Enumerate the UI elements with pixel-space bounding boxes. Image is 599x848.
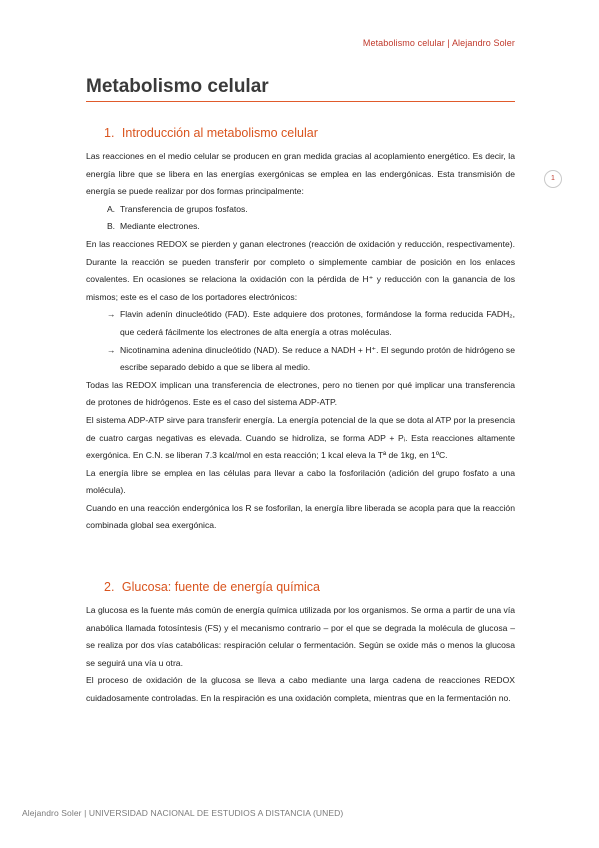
section-title: Introducción al metabolismo celular <box>121 126 318 140</box>
page-footer: Alejandro Soler | UNIVERSIDAD NACIONAL DE ESTUDIOS A DISTANCIA (UNED) <box>22 808 344 818</box>
list-item-text: Mediante electrones. <box>120 221 200 232</box>
section-introduccion <box>86 124 515 535</box>
section-title: Glucosa: fuente de energía química <box>121 580 320 594</box>
paragraph: Las reacciones en el medio celular se producen en gran medida gracias al acoplamiento energético. Es decir, la energía libre que se libera en las energías exergónicas se emplea en las endergónicas. Esta transmisión de energía se puede realizar por dos formas principalmente: <box>86 151 515 197</box>
list-item <box>86 201 515 219</box>
paragraph: El sistema ADP-ATP sirve para transferir energía. La energía potencial de la que se dota al ATP por la presencia de cuatro cargas negativas es elevada. Cuando se hidroliza, se forma ADP + Pᵢ. Esta reacciones altamente exergónica. En C.N. se liberan 7.3 kcal/mol en esta reacción; 1 kcal eleva la Tª de 1kg, en 1ºC. <box>86 414 515 461</box>
section-heading <box>86 578 515 596</box>
paragraph: Cuando en una reacción endergónica los R se fosforilan, la energía libre liberada se acopla para que la reacción combinada global sea exergónica. <box>86 502 515 531</box>
list-item <box>86 218 515 236</box>
paragraph: Todas las REDOX implican una transferencia de electrones, pero no tienen por qué implicar una transferencia de protones de hidrógenos. Este es el caso del sistema ADP-ATP. <box>86 379 515 408</box>
paragraph: En las reacciones REDOX se pierden y ganan electrones (reacción de oxidación y reducción, respectivamente). Durante la reacción se pueden transferir por completo o simplemente cambiar de posición en los enlaces covalentes. En ocasiones se relaciona la oxidación con la pérdida de H⁺ y reducción con la ganancia de los mismos; este es el caso de los portadores electrónicos: <box>86 238 515 302</box>
title-divider <box>86 101 515 102</box>
paragraph: La energía libre se emplea en las células para llevar a cabo la fosforilación (adición del grupo fosfato a una molécula). <box>86 467 515 496</box>
paragraph: El proceso de oxidación de la glucosa se lleva a cabo mediante una larga cadena de reacciones REDOX cuidadosamente controladas. En la respiración es una oxidación completa, mientras que en la fermentación no. <box>86 675 515 703</box>
section-number: 2. <box>104 580 115 594</box>
list-item-text: Flavin adenín dinucleótido (FAD). Este adquiere dos protones, formándose la forma reducida FADH₂, que cederá fácilmente los electrones de alta energía a otras moléculas. <box>120 309 515 337</box>
section-number: 1. <box>104 126 115 140</box>
page-number-badge: 1 <box>544 170 562 188</box>
paragraph: La glucosa es la fuente más común de energía química utilizada por los organismos. Se orma a partir de una vía anabólica llamada fotosíntesis (FS) y el mecanismo contrario – por el que se degrada la molécula de glucosa – se realiza por dos vías catabólicas: respiración celular o fermentación. Según se oxide más o menos la glucosa se seguirá una vía u otra. <box>86 605 515 668</box>
list-item-text: Transferencia de grupos fosfatos. <box>120 203 248 214</box>
list-marker: A. <box>106 203 116 214</box>
list-marker: B. <box>106 221 116 232</box>
arrow-icon: → <box>106 344 116 355</box>
arrow-icon: → <box>106 309 116 320</box>
section-glucosa <box>86 578 515 708</box>
page-title: Metabolismo celular <box>86 76 269 97</box>
list-item <box>86 306 515 341</box>
running-header: Metabolismo celular | Alejandro Soler <box>362 38 515 48</box>
section-heading <box>86 124 515 142</box>
list-item-text: Nicotinamina adenina dinucleótido (NAD). Se reduce a NADH + H⁺. El segundo protón de hidrógeno se escribe separado debido a que se libera al medio. <box>120 344 515 373</box>
list-item <box>86 342 515 377</box>
